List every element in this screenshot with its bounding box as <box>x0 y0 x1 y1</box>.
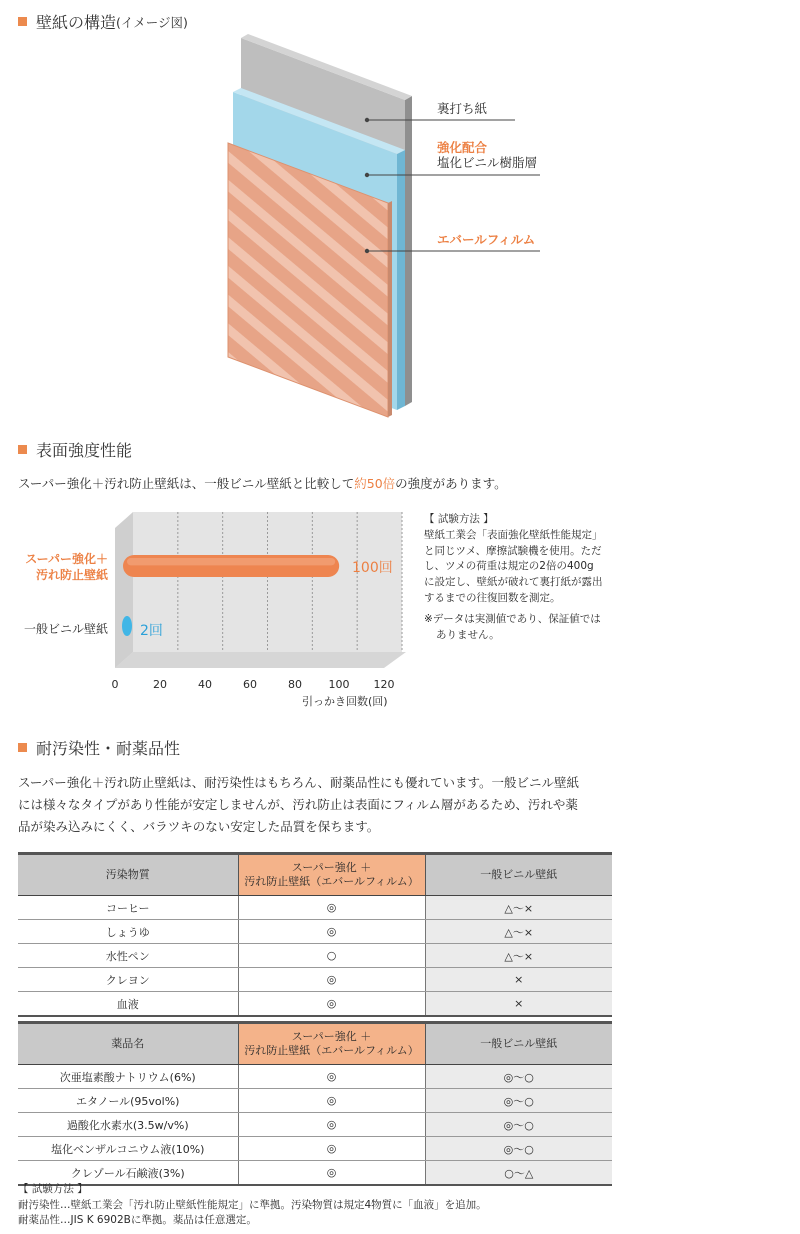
cell-general: × <box>425 968 612 992</box>
cell-general: ◎～○ <box>425 1113 612 1137</box>
bar-label-super-line2: 汚れ防止壁紙 <box>35 568 108 582</box>
header-super-line1: スーパー強化 ＋ <box>291 861 372 874</box>
cell-general: △～× <box>425 944 612 968</box>
cell-super: ○ <box>238 944 425 968</box>
x-tick-label: 60 <box>243 678 257 691</box>
section-heading-resistance <box>18 736 180 759</box>
table-row <box>18 1113 612 1137</box>
chemical-resistance-table <box>18 1021 612 1186</box>
cell-name: クレヨン <box>18 968 238 992</box>
intro-after: の強度があります。 <box>395 476 507 491</box>
cell-general: ◎～○ <box>425 1065 612 1089</box>
cell-general: △～× <box>425 896 612 920</box>
heading-text: 耐汚染性・耐薬品性 <box>36 739 181 758</box>
intro-line: スーパー強化＋汚れ防止壁紙は、耐汚染性はもちろん、耐薬品性にも優れています。一般ビニル壁紙 <box>18 775 580 790</box>
cell-name: 過酸化水素水(3.5w/v%) <box>18 1113 238 1137</box>
x-tick-label: 100 <box>328 678 350 691</box>
note-disclaimer <box>424 612 624 644</box>
intro-line: には様々なタイプがあり性能が安定しませんが、汚れ防止は表面にフィルム層があるため、汚れや薬 <box>18 797 578 812</box>
header-general: 一般ビニル壁紙 <box>425 854 612 896</box>
footnote-line: 耐薬品性…JIS K 6902Bに準拠。薬品は任意選定。 <box>18 1214 257 1226</box>
x-axis-label: 引っかき回数(回) <box>302 695 388 708</box>
header-super-line2: 汚れ防止壁紙（エバールフィルム） <box>244 875 419 888</box>
intro-line: 品が染み込みにくく、バラツキのない安定した品質を保ちます。 <box>18 819 380 834</box>
cell-super: ◎ <box>238 1113 425 1137</box>
x-tick-label: 120 <box>373 678 395 691</box>
header-chemical: 薬品名 <box>18 1023 238 1065</box>
test-method-footnote <box>18 1182 487 1229</box>
cell-name: 水性ペン <box>18 944 238 968</box>
stain-resistance-table <box>18 852 612 1017</box>
x-tick-label: 0 <box>111 678 119 691</box>
cell-name: コーヒー <box>18 896 238 920</box>
cell-super: ◎ <box>238 992 425 1017</box>
footnote-title: 【 試験方法 】 <box>18 1183 88 1195</box>
resistance-intro <box>18 772 628 838</box>
table-row <box>18 1137 612 1161</box>
cell-name: 次亜塩素酸ナトリウム(6%) <box>18 1065 238 1089</box>
note-line: し、ツメの荷重は規定の2倍の400g <box>424 560 594 573</box>
note-line: 壁紙工業会「表面強化壁紙性能規定」 <box>424 528 603 541</box>
chart-floor <box>115 652 406 668</box>
note-line: に設定し、壁紙が破れて裏打紙が露出 <box>424 576 603 589</box>
x-tick-label: 40 <box>198 678 212 691</box>
header-super-line1: スーパー強化 ＋ <box>291 1030 372 1043</box>
intro-before: スーパー強化＋汚れ防止壁紙は、一般ビニル壁紙と比較して <box>18 476 355 491</box>
table-row <box>18 944 612 968</box>
table-row <box>18 896 612 920</box>
header-super-line2: 汚れ防止壁紙（エバールフィルム） <box>244 1044 419 1057</box>
cell-super: ◎ <box>238 1065 425 1089</box>
table-header-row <box>18 854 612 896</box>
cell-name: 血液 <box>18 992 238 1017</box>
bar-label-super-line1: スーパー強化＋ <box>25 552 108 566</box>
heading-text: 表面強度性能 <box>36 441 133 460</box>
footnote-line: 耐汚染性…壁紙工業会「汚れ防止壁紙性能規定」に準拠。汚染物質は規定4物質に「血液」を追加。 <box>18 1198 487 1211</box>
disclaimer-line2: ありません。 <box>436 628 500 641</box>
label-pvc-name: 塩化ビニル樹脂層 <box>437 155 538 170</box>
cell-name: しょうゆ <box>18 920 238 944</box>
heading-text: 壁紙の構造 <box>36 13 117 32</box>
disclaimer-line1: ※データは実測値であり、保証値では <box>424 612 601 625</box>
header-super <box>238 1023 425 1065</box>
cell-super: ◎ <box>238 920 425 944</box>
bar-label-general-line1: 一般ビニル壁紙 <box>23 622 108 636</box>
label-pvc-accent: 強化配合 <box>437 140 488 155</box>
bar-1 <box>122 616 132 636</box>
bar-value-general: 2回 <box>140 623 163 639</box>
table-row <box>18 968 612 992</box>
cell-general: × <box>425 992 612 1017</box>
label-back-paper: 裏打ち紙 <box>437 101 488 116</box>
table-row <box>18 920 612 944</box>
cell-general: ◎～○ <box>425 1089 612 1113</box>
table-row <box>18 1089 612 1113</box>
cell-general: △～× <box>425 920 612 944</box>
cell-name: 塩化ベンザルコニウム液(10%) <box>18 1137 238 1161</box>
test-method-note <box>424 512 624 643</box>
chart-left-wall <box>115 512 133 668</box>
bar-label-general <box>24 621 108 637</box>
header-general: 一般ビニル壁紙 <box>425 1023 612 1065</box>
cell-super: ◎ <box>238 968 425 992</box>
table-header-row <box>18 1023 612 1065</box>
note-title: 【 試験方法 】 <box>424 513 494 525</box>
header-super <box>238 854 425 896</box>
cell-super: ◎ <box>238 1161 425 1186</box>
bar-value-super: 100回 <box>352 560 393 576</box>
x-tick-label: 80 <box>288 678 302 691</box>
cell-general: ◎～○ <box>425 1137 612 1161</box>
cell-name: クレゾール石鹸液(3%) <box>18 1161 238 1186</box>
bar-label-super <box>25 551 108 583</box>
cell-super: ◎ <box>238 1089 425 1113</box>
note-line: するまでの往復回数を測定。 <box>424 591 561 604</box>
bar-0 <box>123 555 339 577</box>
intro-highlight: 約50倍 <box>354 476 396 491</box>
x-tick-label: 20 <box>153 678 167 691</box>
heading-bullet-icon <box>18 743 27 752</box>
cell-super: ◎ <box>238 1137 425 1161</box>
label-film: エバールフィルム <box>437 232 536 247</box>
cell-general: ○～△ <box>425 1161 612 1186</box>
table-row <box>18 1065 612 1089</box>
cell-name: エタノール(95vol%) <box>18 1089 238 1113</box>
table-row <box>18 992 612 1017</box>
header-stain: 汚染物質 <box>18 854 238 896</box>
note-line: と同じツメ、摩擦試験機を使用。ただ <box>424 544 602 557</box>
heading-suffix: (イメージ図) <box>116 14 188 30</box>
cell-super: ◎ <box>238 896 425 920</box>
